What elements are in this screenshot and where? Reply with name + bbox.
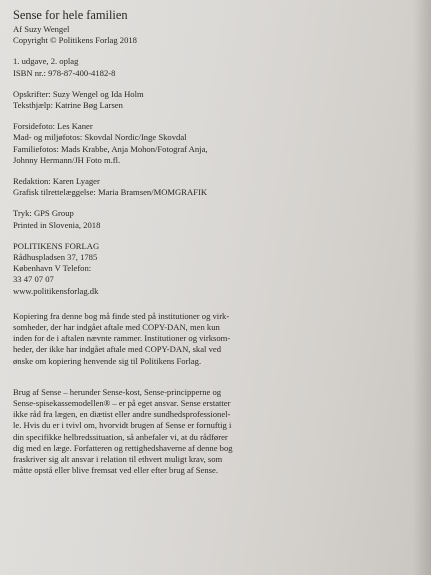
spacer — [13, 231, 413, 241]
copyright-line: Copyright © Politikens Forlag 2018 — [13, 35, 137, 46]
disclaimer-line: måtte opstå eller blive fremsat ved eller efter brug af Sense. — [13, 465, 218, 476]
spacer — [13, 46, 413, 56]
publisher-street: Rådhuspladsen 37, 1785 — [13, 252, 98, 263]
spacer — [13, 79, 413, 89]
copying-line: somheder, der har indgået aftale med COPY-DAN, men kun — [13, 322, 220, 333]
disclaimer-notice — [13, 387, 413, 477]
text-help-credit: Teksthjælp: Katrine Bøg Larsen — [13, 100, 123, 111]
design-credit: Grafisk tilrettelæggelse: Maria Bramsen/MOMGRAFIK — [13, 187, 208, 198]
family-photo-credit: Familiefotos: Mads Krabbe, Anja Mohon/Fotograf Anja, — [13, 143, 208, 154]
publisher-city: København V Telefon: — [13, 263, 92, 274]
book-title: Sense for hele familien — [13, 8, 128, 22]
spacer — [13, 297, 413, 311]
print-credit: Tryk: GPS Group — [13, 208, 74, 219]
spacer — [13, 111, 413, 121]
isbn-line: ISBN nr.: 978-87-400-4182-8 — [13, 67, 116, 78]
spacer — [13, 367, 413, 387]
spacer — [13, 166, 413, 176]
disclaimer-line: Sense-spisekassemodellen® – er på eget ansvar. Sense erstatter — [13, 398, 231, 409]
publisher-phone: 33 47 07 07 — [13, 274, 54, 285]
copying-line: heder, der ikke har indgået aftale med COPY-DAN, skal ved — [13, 344, 221, 355]
copying-line: inden for de i aftalen nævnte rammer. Institutioner og virksom- — [13, 333, 231, 344]
copying-line: Kopiering fra denne bog må finde sted på institutioner og virk- — [13, 310, 230, 321]
publisher-website: www.politikensforlag.dk — [13, 285, 99, 296]
disclaimer-line: ikke råd fra lægen, en diætist eller andre sundhedsprofessionel- — [13, 409, 231, 420]
disclaimer-line: fraskriver sig alt ansvar i relation til ethvert muligt krav, som — [13, 454, 223, 465]
printed-in-line: Printed in Slovenia, 2018 — [13, 219, 101, 230]
copying-notice — [13, 311, 413, 367]
family-photo-credit-cont: Johnny Hermann/JH Foto m.fl. — [13, 154, 121, 165]
disclaimer-line: Brug af Sense – herunder Sense-kost, Sense-principperne og — [13, 386, 222, 397]
food-photo-credit: Mad- og miljøfotos: Skovdal Nordic/Inge Skovdal — [13, 132, 187, 143]
disclaimer-line: din specifikke helbredssituation, så anbefaler vi, at du rådfører — [13, 431, 228, 442]
editor-credit: Redaktion: Karen Lyager — [13, 176, 100, 187]
disclaimer-line: dig med en læge. Forfatteren og rettighedshaverne af denne bog — [13, 442, 233, 453]
author-line: Af Suzy Wengel — [13, 24, 70, 34]
recipes-credit: Opskrifter: Suzy Wengel og Ida Holm — [13, 88, 144, 99]
copying-line: ønske om kopiering henvende sig til Politikens Forlag. — [13, 355, 202, 366]
spacer — [13, 198, 413, 208]
edition-line: 1. udgave, 2. oplag — [13, 56, 79, 67]
publisher-name: POLITIKENS FORLAG — [13, 240, 100, 251]
colophon — [13, 8, 413, 477]
cover-photo-credit: Forsidefoto: Les Kaner — [13, 121, 93, 132]
disclaimer-line: le. Hvis du er i tvivl om, hvorvidt brugen af Sense er fornuftig i — [13, 420, 232, 431]
